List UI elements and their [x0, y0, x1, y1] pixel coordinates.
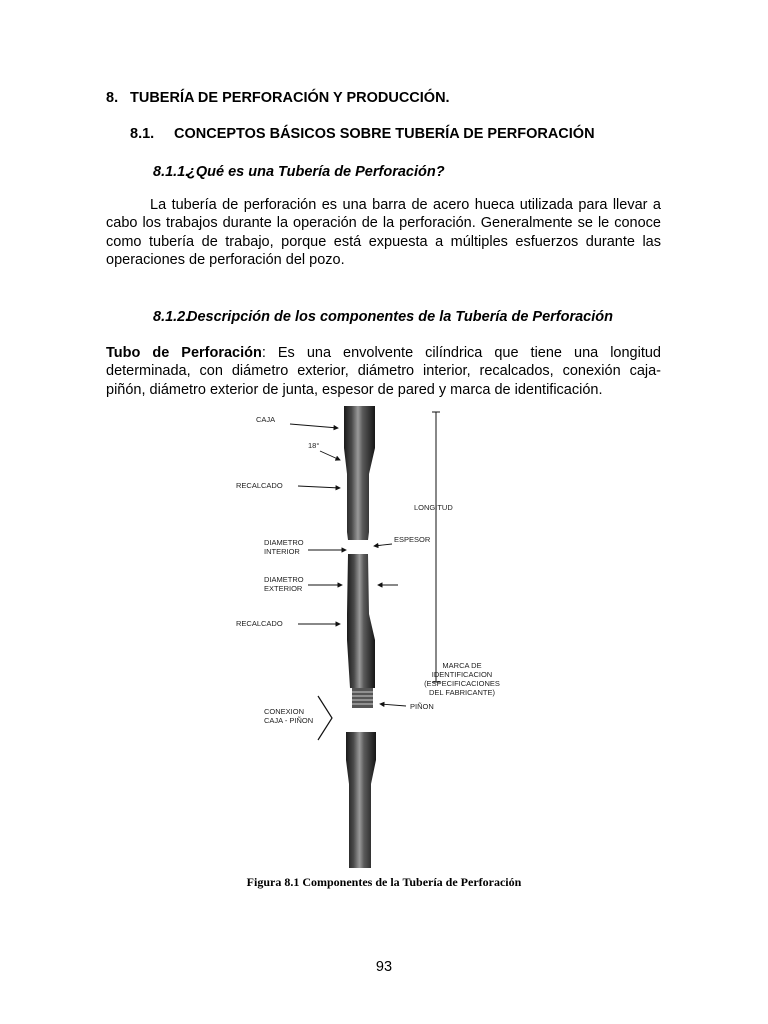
section-heading-8-1: [130, 126, 595, 142]
label-conexion-1: CONEXION: [264, 707, 305, 716]
section-title: TUBERÍA DE PERFORACIÓN Y PRODUCCIÓN.: [130, 90, 450, 106]
label-caja: CAJA: [256, 415, 276, 424]
figure-drill-pipe-components: [228, 404, 534, 868]
label-longitud: LONGITUD: [414, 503, 453, 512]
section-number: 8.: [106, 90, 119, 106]
section-heading-8: [106, 90, 450, 106]
label-marca-3: (ESPECIFICACIONES: [424, 679, 500, 688]
label-recalcado-top: RECALCADO: [236, 481, 283, 490]
label-diametro-exterior-1: DIAMETRO: [264, 575, 304, 584]
label-diametro-interior-1: DIAMETRO: [264, 538, 304, 547]
label-marca-1: MARCA DE: [442, 661, 482, 670]
figure-caption: Figura 8.1 Componentes de la Tubería de Perforación: [246, 875, 522, 889]
pipe-bottom-section: [346, 732, 376, 868]
label-recalcado-bottom: RECALCADO: [236, 619, 283, 628]
pipe-upper-section: [344, 406, 375, 540]
label-marca-4: DEL FABRICANTE): [429, 688, 495, 697]
page-number: 93: [375, 959, 393, 975]
pipe-middle-section: [347, 554, 375, 688]
label-espesor: ESPESOR: [394, 535, 431, 544]
section-heading-8-1-1: [153, 164, 445, 180]
label-angle: 18°: [308, 441, 320, 450]
paragraph-text: : Es una envolvente cilíndrica que tiene una longitud determinada, con diámetro exterior, diámetro interior, recalcados, conexión caja-piñón, diámetro exterior de junta, espesor de pared y marca de identificación.: [106, 345, 661, 398]
section-title: CONCEPTOS BÁSICOS SOBRE TUBERÍA DE PERFORACIÓN: [174, 126, 595, 142]
paragraph-drill-pipe: [106, 344, 661, 399]
drill-pipe-diagram: [228, 404, 534, 868]
label-diametro-interior-2: INTERIOR: [264, 547, 300, 556]
label-diametro-exterior-2: EXTERIOR: [264, 584, 303, 593]
paragraph-definition: La tubería de perforación es una barra de acero hueca utilizada para llevar a cabo los trabajos durante la operación de la perforación. Generalmente se le conoce como tubería de trabajo, porque está expuesta a múltiples esfuerzos durante las operaciones de perforación del pozo.: [106, 197, 661, 268]
label-marca-2: IDENTIFICACION: [431, 670, 493, 679]
section-heading-8-1-2: [153, 309, 613, 325]
section-title: ¿Qué es una Tubería de Perforación?: [187, 164, 445, 180]
section-title: Descripción de los componentes de la Tubería de Perforación: [187, 309, 613, 325]
pin-threads: [352, 688, 373, 708]
label-conexion-2: CAJA - PIÑON: [264, 716, 314, 725]
term-bold: Tubo de Perforación: [106, 345, 262, 361]
section-number: 8.1.1.: [153, 164, 190, 180]
section-number: 8.1.: [130, 126, 155, 142]
section-number: 8.1.2.: [153, 309, 190, 325]
label-pinon: PIÑON: [410, 702, 434, 711]
